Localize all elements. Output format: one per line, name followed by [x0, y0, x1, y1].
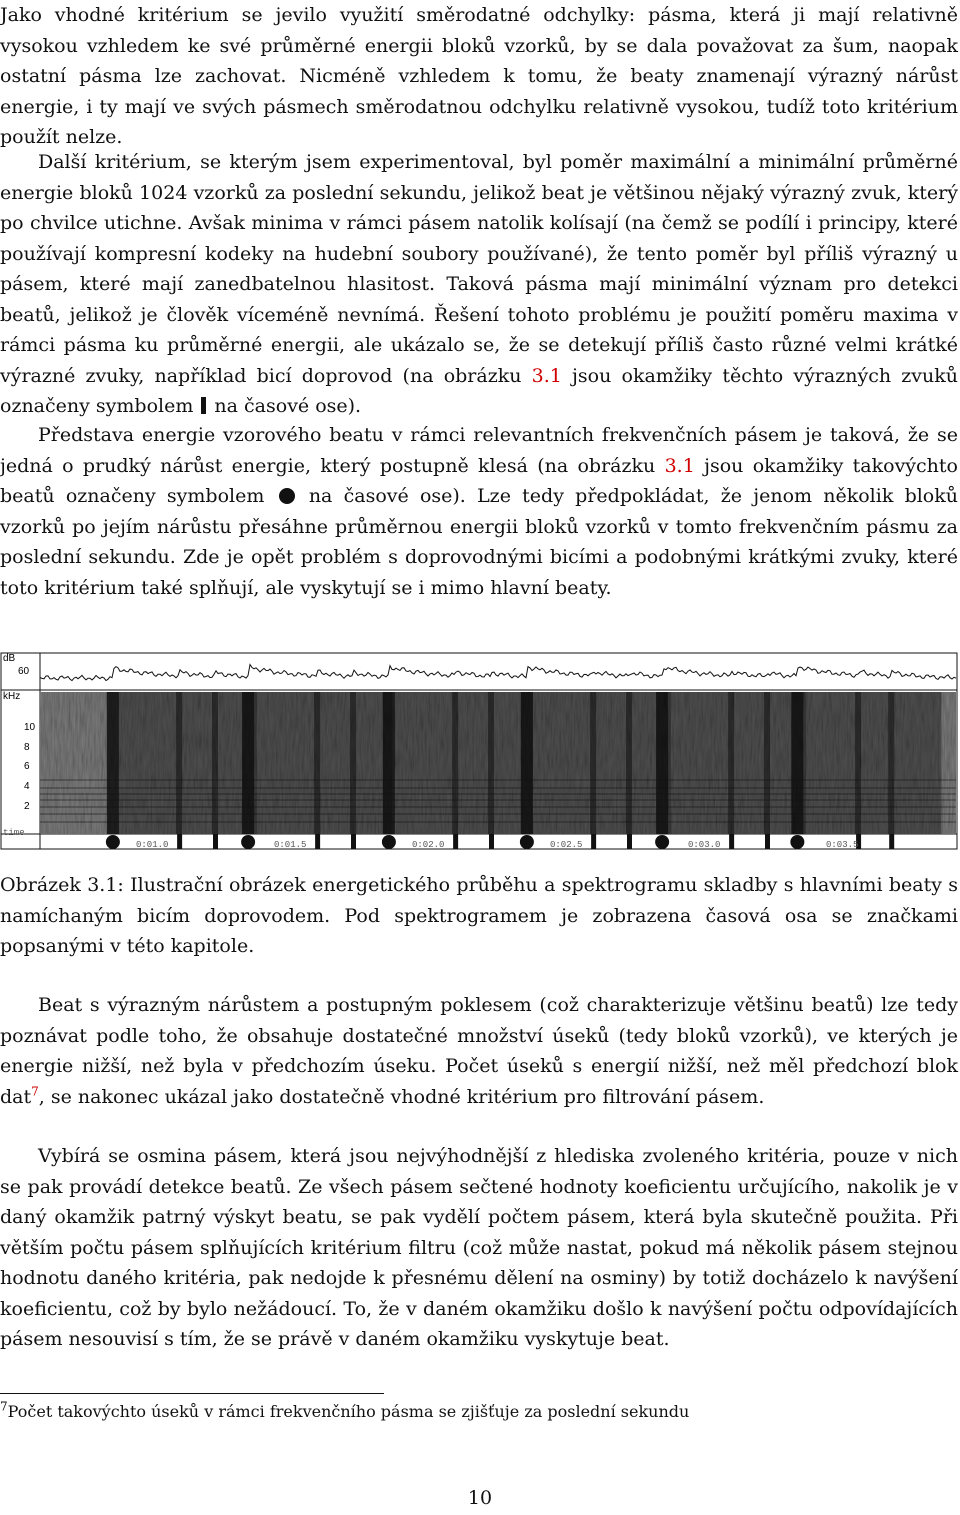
time-axis-label: time [3, 828, 25, 838]
accent-bar-symbol [201, 397, 206, 414]
figure-reference-link[interactable]: 3.1 [531, 364, 562, 387]
frequency-tick-labels [24, 722, 36, 812]
frequency-tick-label: 4 [24, 781, 30, 792]
beat-marker [382, 835, 396, 849]
paragraph-beat-recognition: Beat s výrazným nárůstem a postupným poklesem (což charakterizuje většinu beatů) lze tedy poznávat podle toho, že obsahuje dostatečné množství úseků (tedy bloků vzorků), ve kterých je energie nižší, než byla v předchozím úseku. Počet úseků s energií nižší, než měl předchozí blok dat$^7$, se nakonec ukázal jako dostatečně vhodné kritérium pro filtrování pásem. [0, 994, 958, 1108]
figure-spectrogram [0, 652, 960, 852]
beat-marker [241, 835, 255, 849]
frequency-tick-label: 10 [24, 722, 36, 733]
time-tick-label: 0:02.5 [550, 840, 583, 850]
beat-dot-symbol [279, 488, 295, 504]
time-tick-label: 0:03.5 [826, 840, 859, 850]
time-tick-label: 0:03.0 [688, 840, 721, 850]
footnote-rule [0, 1393, 384, 1394]
accent-marker [213, 834, 218, 849]
khz-label: kHz [3, 691, 21, 702]
accent-marker [591, 834, 596, 849]
time-tick-label: 0:01.5 [274, 840, 307, 850]
footnote-reference[interactable]: 7 [31, 1084, 39, 1099]
accent-marker [489, 834, 494, 849]
frequency-tick-label: 8 [24, 742, 30, 753]
time-tick-label: 0:02.0 [412, 840, 445, 850]
accent-marker [315, 834, 320, 849]
accent-marker [177, 834, 182, 849]
beat-marker [106, 835, 120, 849]
spectrogram-area [40, 692, 956, 834]
paragraph-std-dev-criterion: Jako vhodné kritérium se jevilo využití směrodatné odchylky: pásma, která ji mají relativně vysokou vzhledem ke své průměrné energii bloků vzorků, by se dala považovat za šum, naopak ostatní pásma lze zachovat. Nicméně vzhledem k tomu, že beaty znamenají výrazný nárůst energie, i ty mají ve svých pásmech směrodatnou odchylku relativně vysokou, tudíž toto kritérium použít nelze. [0, 4, 958, 148]
frequency-tick-label: 2 [24, 801, 30, 812]
beat-marker [655, 835, 669, 849]
time-tick-label: 0:01.0 [136, 840, 169, 850]
page-number: 10 [467, 1487, 493, 1509]
db-tick: 60 [18, 666, 30, 677]
accent-marker [765, 834, 770, 849]
figure-caption: Obrázek 3.1: Ilustrační obrázek energetického průběhu a spektrogramu skladby s hlavními beaty s namíchaným bicím doprovodem. Pod spektrogramem je zobrazena časová osa se značkami popsanými v této kapitole. [0, 874, 958, 957]
accent-marker [729, 834, 734, 849]
footnote-mark: 7 [0, 1399, 8, 1414]
paragraph-band-selection: Vybírá se osmina pásem, která jsou nejvýhodnější z hlediska zvoleného kritéria, pouze v nich se pak provádí detekce beatů. Ze všech pásem sečtené hodnoty koeficientu určujícího, nakolik je v daný okamžik patrný výskyt beatu, se pak vydělí počtem pásem, která byla skutečně použita. Při větším počtu pásem splňujících kritérium filtru (což může nastat, pokud má několik pásem stejnou hodnotu daného kritéria, pak nedojde k přesnému dělení na osminy) by totiž docházelo k navýšení koeficientu, což by bylo nežádoucí. To, že v daném okamžiku došlo k navýšení počtu odpovídajících pásem nesouvisí s tím, že se právě v daném okamžiku vyskytuje beat. [0, 1145, 958, 1350]
db-label: dB [3, 653, 16, 664]
frequency-tick-label: 6 [24, 761, 30, 772]
footnote [0, 1400, 958, 1424]
figure-reference-link[interactable]: 3.1 [664, 454, 695, 477]
energy-curve [40, 665, 956, 681]
accent-marker [351, 834, 356, 849]
beat-marker [790, 835, 804, 849]
paragraph-ratio-criterion: Další kritérium, se kterým jsem experimentoval, byl poměr maximální a minimální průměrné energie bloků 1024 vzorků za poslední sekundu, jelikož beat je většinou nějaký výrazný zvuk, který po chvilce utichne. Avšak minima v rámci pásem natolik kolísají (na čemž se podílí i principy, které používají kompresní kodeky na hudební soubory používané), že tento poměr byl příliš výrazný u pásem, které mají zanedbatelnou hlasitost. Taková pásma mají minimální význam pro detekci beatů, jelikož je člověk víceméně nevnímá. Řešení tohoto problému je použití poměru maxima v rámci pásma ku průměrné energii, ale ukázalo se, že se detekují příliš často různé velmi krátké výrazné zvuky, například bicí doprovod (na obrázku 3.1 jsou okamžiky těchto výrazných zvuků označeny symbolem na časové ose). [0, 151, 958, 417]
accent-marker [453, 834, 458, 849]
time-axis-markers [106, 834, 894, 849]
paragraph-beat-model: Představa energie vzorového beatu v rámci relevantních frekvenčních pásem je taková, že se jedná o prudký nárůst energie, který postupně klesá (na obrázku 3.1 jsou okamžiky takovýchto beatů označeny symbolem na časové ose). Lze tedy předpokládat, že jenom několik bloků vzorků po jejím nárůstu přesáhne průměrnou energii bloků vzorků v tomto frekvenčním pásmu za poslední sekundu. Zde je opět problém s doprovodnými bicími a podobnými krátkými zvuky, které toto kritérium také splňují, ale vyskytují se i mimo hlavní beaty. [0, 424, 958, 599]
accent-marker [627, 834, 632, 849]
accent-marker [889, 834, 894, 849]
beat-marker [520, 835, 534, 849]
footnote-text: Počet takovýchto úseků v rámci frekvenčního pásma se zjišťuje za poslední sekundu [7, 1402, 690, 1421]
